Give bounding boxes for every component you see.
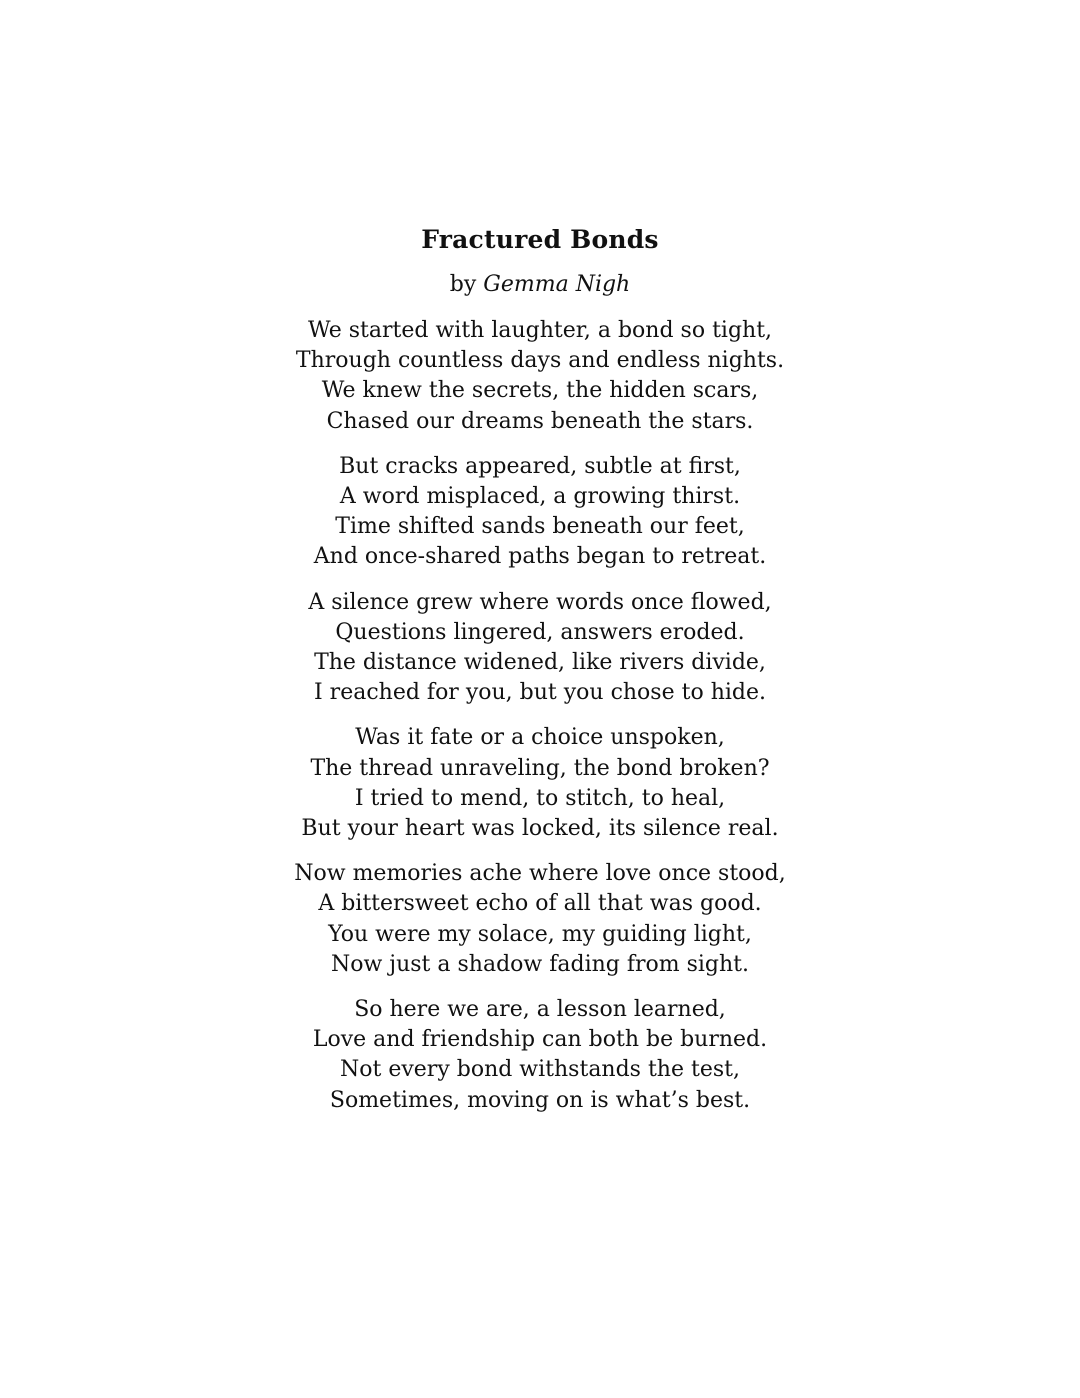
poem-line: So here we are, a lesson learned, [354, 997, 726, 1023]
poem-title: Fractured Bonds [421, 225, 659, 254]
poem-line: Was it fate or a choice unspoken, [355, 725, 725, 751]
poem-line: Love and friendship can both be burned. [312, 1027, 768, 1053]
poem-line: The distance widened, like rivers divide, [314, 650, 766, 676]
poem-line: I tried to mend, to stitch, to heal, [354, 785, 726, 811]
byline-prefix: by [449, 272, 477, 297]
poem-line: A bittersweet echo of all that was good. [318, 891, 762, 917]
stanza-2 [0, 452, 1080, 573]
poem-line: Now memories ache where love once stood, [294, 861, 786, 887]
poem-line: Chased our dreams beneath the stars. [326, 408, 754, 434]
poem-line: Not every bond withstands the test, [340, 1057, 740, 1083]
poem-line: A word misplaced, a growing thirst. [339, 484, 741, 510]
byline [0, 270, 1080, 300]
stanza-1 [0, 316, 1080, 437]
poem-line: But cracks appeared, subtle at first, [339, 453, 741, 479]
poem-line: Through countless days and endless nights. [295, 348, 785, 374]
poem-line: Time shifted sands beneath our feet, [335, 514, 745, 540]
stanza-3 [0, 588, 1080, 709]
stanza-4 [0, 723, 1080, 844]
stanzas [0, 316, 1080, 1116]
poem-line: A silence grew where words once flowed, [308, 589, 772, 615]
poem-line: And once-shared paths began to retreat. [313, 544, 767, 570]
poem-line: Sometimes, moving on is what’s best. [329, 1087, 751, 1113]
stanza-6 [0, 995, 1080, 1116]
poem-line: You were my solace, my guiding light, [328, 921, 752, 947]
poem [0, 222, 1080, 1131]
poem-line: I reached for you, but you chose to hide. [314, 680, 766, 706]
poem-line: But your heart was locked, its silence real. [301, 816, 779, 842]
stanza-5 [0, 859, 1080, 980]
poem-line: The thread unraveling, the bond broken? [310, 755, 770, 781]
poem-line: Now just a shadow fading from sight. [330, 951, 750, 977]
poem-line: We started with laughter, a bond so tight, [307, 318, 773, 343]
poem-line: Questions lingered, answers eroded. [335, 619, 745, 645]
poem-line: We knew the secrets, the hidden scars, [321, 378, 759, 404]
author-name: Gemma Nigh [483, 272, 631, 297]
